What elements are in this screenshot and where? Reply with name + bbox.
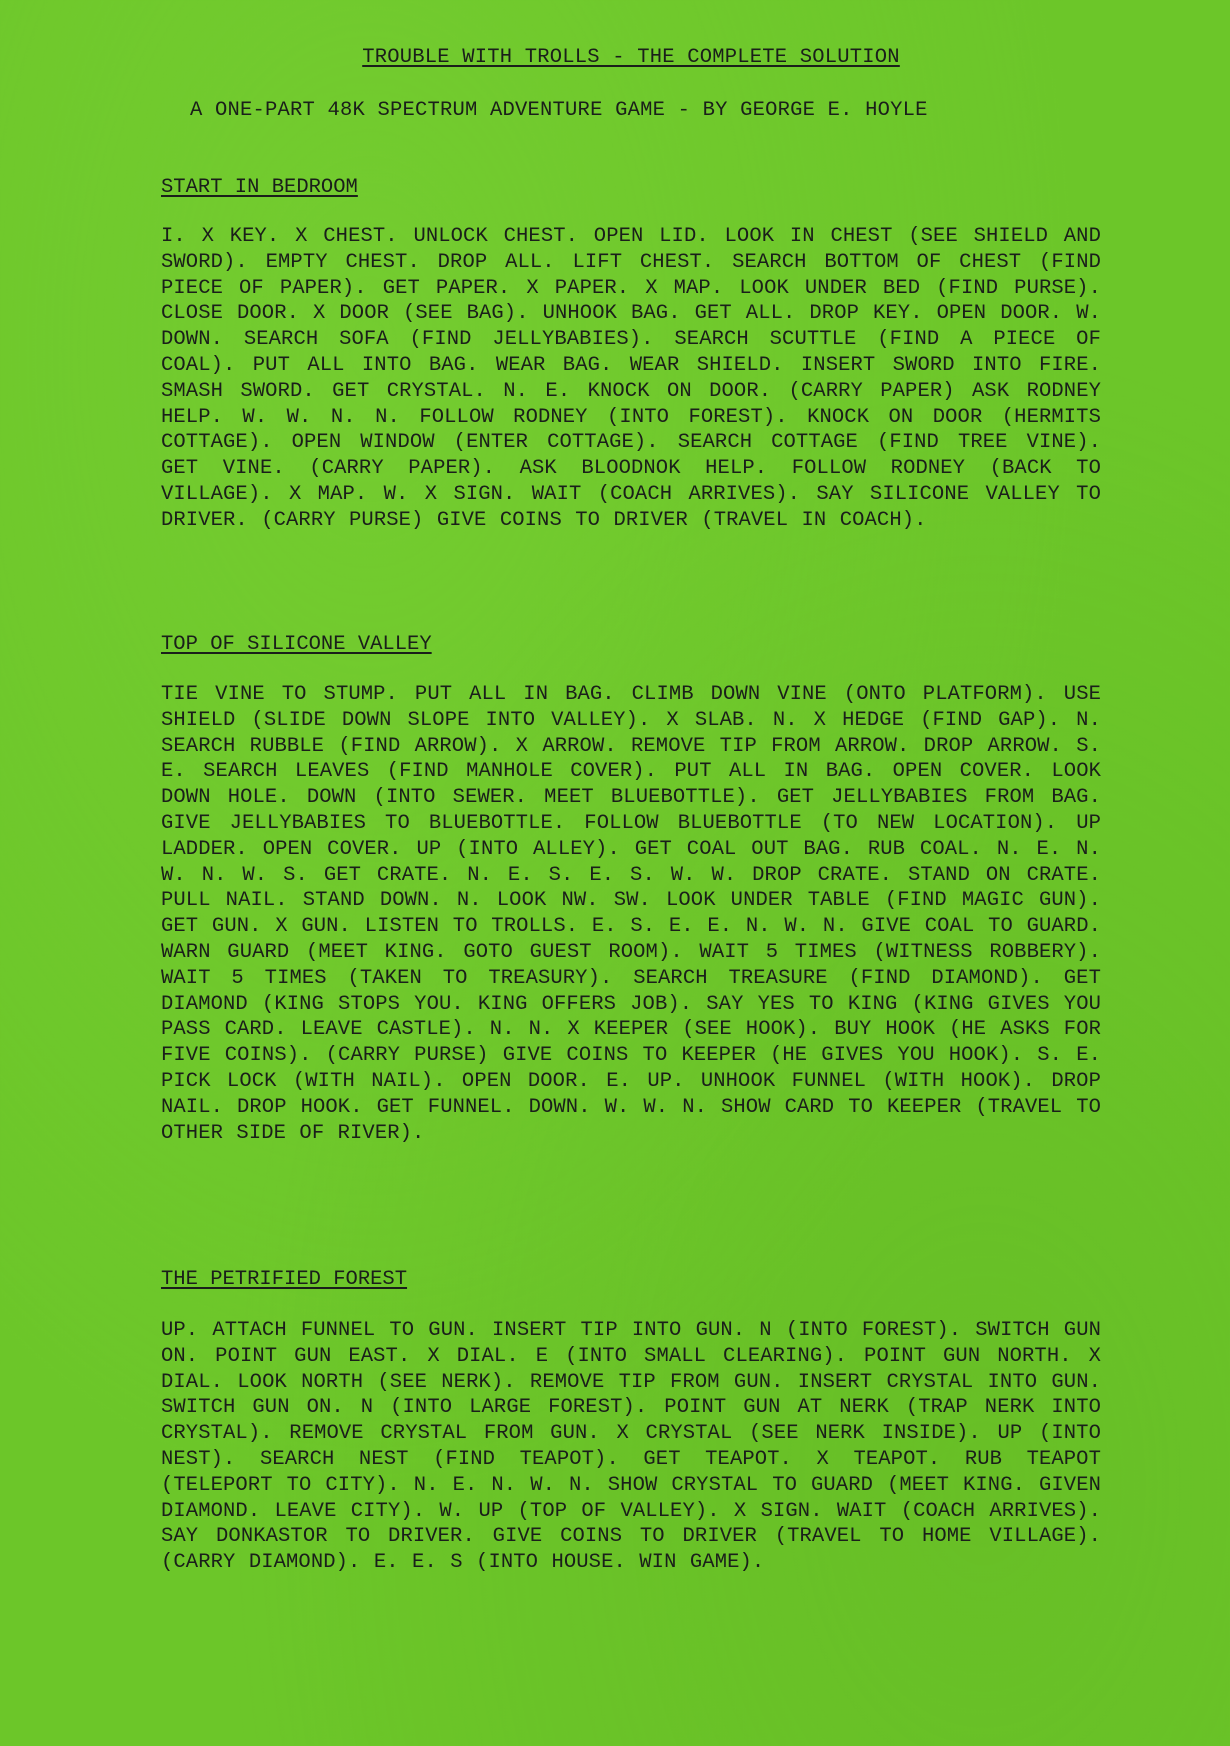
section-body-the-petrified-forest: UP. ATTACH FUNNEL TO GUN. INSERT TIP INTO GUN. N (INTO FOREST). SWITCH GUN ON. POINT GUN EAST. X DIAL. E (INTO SMALL CLEARING). POINT GUN NORTH. X DIAL. LOOK NORTH (SEE NERK). REMOVE TIP FROM GUN. INSERT CRYSTAL INTO GUN. SWITCH GUN ON. N (INTO LARGE FOREST). POINT GUN AT NERK (TRAP NERK INTO CRYSTAL). REMOVE CRYSTAL FROM GUN. X CRYSTAL (SEE NERK INSIDE). UP (INTO NEST). SEARCH NEST (FIND TEAPOT). GET TEAPOT. X TEAPOT. RUB TEAPOT (TELEPORT TO CITY). N. E. N. W. N. SHOW CRYSTAL TO GUARD (MEET KING. GIVEN DIAMOND. LEAVE CITY). W. UP (TOP OF VALLEY). X SIGN. WAIT (COACH ARRIVES). SAY DONKASTOR TO DRIVER. GIVE COINS TO DRIVER (TRAVEL TO HOME VILLAGE). (CARRY DIAMOND). E. E. S (INTO HOUSE. WIN GAME). <box>161 1319 1101 1575</box>
section-heading-top-of-silicone-valley: TOP OF SILICONE VALLEY <box>161 633 432 656</box>
document-subtitle: A ONE-PART 48K SPECTRUM ADVENTURE GAME - BY GEORGE E. HOYLE <box>190 99 928 122</box>
section-heading-start-in-bedroom: START IN BEDROOM <box>161 176 358 199</box>
section-body-top-of-silicone-valley: TIE VINE TO STUMP. PUT ALL IN BAG. CLIMB DOWN VINE (ONTO PLATFORM). USE SHIELD (SLIDE DOWN SLOPE INTO VALLEY). X SLAB. N. X HEDGE (FIND GAP). N. SEARCH RUBBLE (FIND ARROW). X ARROW. REMOVE TIP FROM ARROW. DROP ARROW. S. E. SEARCH LEAVES (FIND MANHOLE COVER). PUT ALL IN BAG. OPEN COVER. LOOK DOWN HOLE. DOWN (INTO SEWER. MEET BLUEBOTTLE). GET JELLYBABIES FROM BAG. GIVE JELLYBABIES TO BLUEBOTTLE. FOLLOW BLUEBOTTLE (TO NEW LOCATION). UP LADDER. OPEN COVER. UP (INTO ALLEY). GET COAL OUT BAG. RUB COAL. N. E. N. W. N. W. S. GET CRATE. N. E. S. E. S. W. W. DROP CRATE. STAND ON CRATE. PULL NAIL. STAND DOWN. N. LOOK NW. SW. LOOK UNDER TABLE (FIND MAGIC GUN). GET GUN. X GUN. LISTEN TO TROLLS. E. S. E. E. N. W. N. GIVE COAL TO GUARD. WARN GUARD (MEET KING. GOTO GUEST ROOM). WAIT 5 TIMES (WITNESS ROBBERY). WAIT 5 TIMES (TAKEN TO TREASURY). SEARCH TREASURE (FIND DIAMOND). GET DIAMOND (KING STOPS YOU. KING OFFERS JOB). SAY YES TO KING (KING GIVES YOU PASS CARD. LEAVE CASTLE). N. N. X KEEPER (SEE HOOK). BUY HOOK (HE ASKS FOR FIVE COINS). (CARRY PURSE) GIVE COINS TO KEEPER (HE GIVES YOU HOOK). S. E. PICK LOCK (WITH NAIL). OPEN DOOR. E. UP. UNHOOK FUNNEL (WITH HOOK). DROP NAIL. DROP HOOK. GET FUNNEL. DOWN. W. W. N. SHOW CARD TO KEEPER (TRAVEL TO OTHER SIDE OF RIVER). <box>161 683 1101 1145</box>
section-body-start-in-bedroom: I. X KEY. X CHEST. UNLOCK CHEST. OPEN LID. LOOK IN CHEST (SEE SHIELD AND SWORD). EMPTY CHEST. DROP ALL. LIFT CHEST. SEARCH BOTTOM OF CHEST (FIND PIECE OF PAPER). GET PAPER. X PAPER. X MAP. LOOK UNDER BED (FIND PURSE). CLOSE DOOR. X DOOR (SEE BAG). UNHOOK BAG. GET ALL. DROP KEY. OPEN DOOR. W. DOWN. SEARCH SOFA (FIND JELLYBABIES). SEARCH SCUTTLE (FIND A PIECE OF COAL). PUT ALL INTO BAG. WEAR BAG. WEAR SHIELD. INSERT SWORD INTO FIRE. SMASH SWORD. GET CRYSTAL. N. E. KNOCK ON DOOR. (CARRY PAPER) ASK RODNEY HELP. W. W. N. N. FOLLOW RODNEY (INTO FOREST). KNOCK ON DOOR (HERMITS COTTAGE). OPEN WINDOW (ENTER COTTAGE). SEARCH COTTAGE (FIND TREE VINE). GET VINE. (CARRY PAPER). ASK BLOODNOK HELP. FOLLOW RODNEY (BACK TO VILLAGE). X MAP. W. X SIGN. WAIT (COACH ARRIVES). SAY SILICONE VALLEY TO DRIVER. (CARRY PURSE) GIVE COINS TO DRIVER (TRAVEL IN COACH). <box>161 225 1101 532</box>
section-heading-the-petrified-forest: THE PETRIFIED FOREST <box>161 1268 408 1291</box>
document-title: TROUBLE WITH TROLLS - THE COMPLETE SOLUTION <box>362 46 900 69</box>
